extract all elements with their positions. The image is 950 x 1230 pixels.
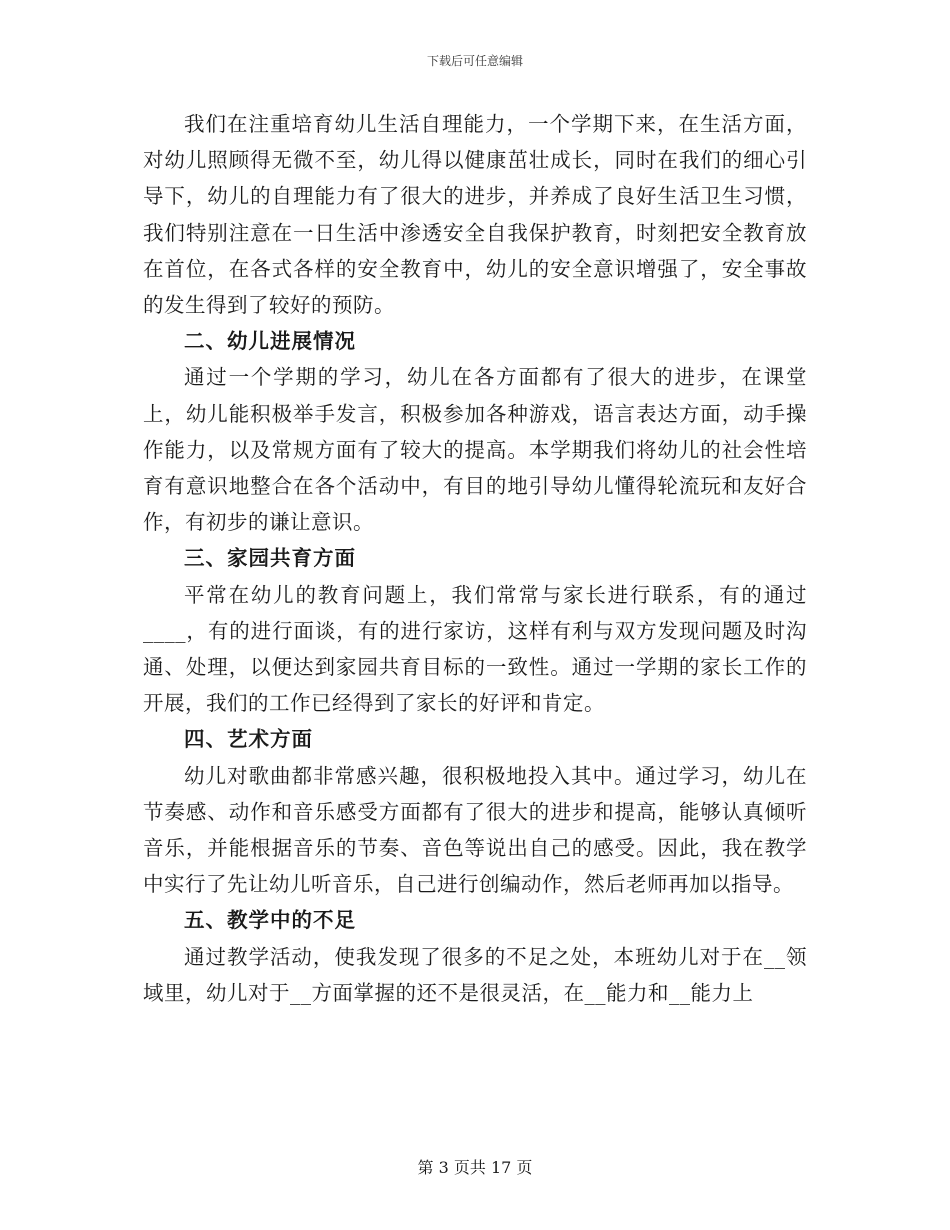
header-note: 下载后可任意编辑: [426, 54, 523, 68]
section-heading-home-school: 三、家园共育方面: [184, 546, 356, 571]
paragraph-life-skills: 我们在注重培育幼儿生活自理能力，一个学期下来，在生活方面，对幼儿照顾得无微不至，幼儿得以健康茁壮成长，同时在我们的细心引导下，幼儿的自理能力有了很大的进步，并养成了良好生活卫生习惯，我们特别注意在一日生活中渗透安全自我保护教育，时刻把安全教育放在首位，在各式各样的安全教育中，幼儿的安全意识增强了，安全事故的发生得到了较好的预防。: [143, 112, 807, 318]
page-number: 第 3 页共 17 页: [417, 1158, 533, 1177]
document-body: [143, 106, 807, 1011]
section-heading-shortcomings: 五、教学中的不足: [184, 908, 356, 933]
section-heading-progress: 二、幼儿进展情况: [184, 329, 356, 354]
paragraph-home-school: 平常在幼儿的教育问题上，我们常常与家长进行联系，有的通过____，有的进行面谈，有的进行家访，这样有利与双方发现问题及时沟通、处理，以便达到家园共育目标的一致性。通过一学期的家长工作的开展，我们的工作已经得到了家长的好评和肯定。: [143, 582, 807, 716]
section-heading-art: 四、艺术方面: [184, 727, 313, 752]
paragraph-shortcomings: 通过教学活动，使我发现了很多的不足之处，本班幼儿对于在__领域里，幼儿对于__方面掌握的还不是很灵活，在__能力和__能力上: [143, 944, 807, 1005]
paragraph-art: 幼儿对歌曲都非常感兴趣，很积极地投入其中。通过学习，幼儿在节奏感、动作和音乐感受方面都有了很大的进步和提高，能够认真倾听音乐，并能根据音乐的节奏、音色等说出自己的感受。因此，我在教学中实行了先让幼儿听音乐，自己进行创编动作，然后老师再加以指导。: [143, 763, 807, 897]
paragraph-progress: 通过一个学期的学习，幼儿在各方面都有了很大的进步，在课堂上，幼儿能积极举手发言，积极参加各种游戏，语言表达方面，动手操作能力，以及常规方面有了较大的提高。本学期我们将幼儿的社会性培育有意识地整合在各个活动中，有目的地引导幼儿懂得轮流玩和友好合作，有初步的谦让意识。: [143, 365, 807, 535]
